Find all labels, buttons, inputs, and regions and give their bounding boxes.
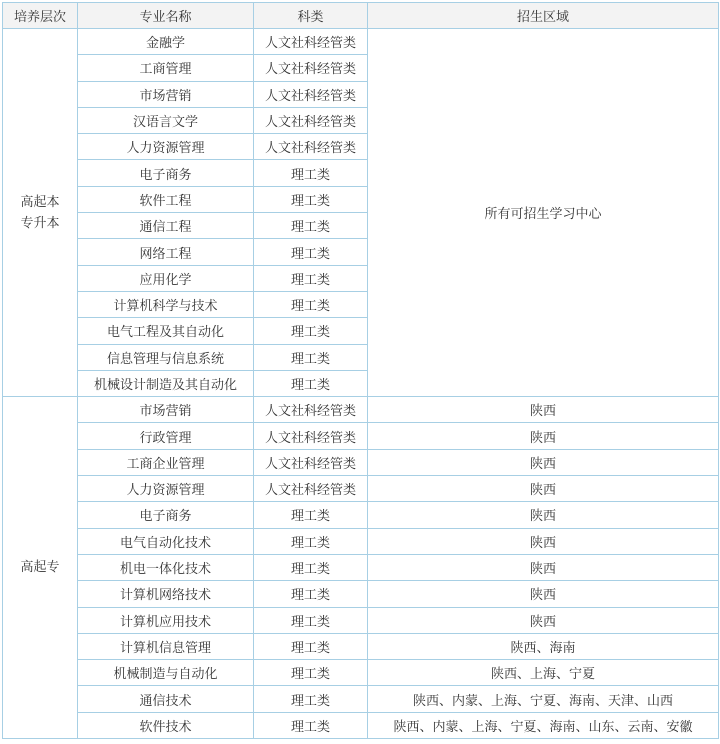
level-label: 专升本 [20, 215, 60, 231]
major-cell: 人力资源管理 [78, 476, 254, 502]
major-cell: 计算机应用技术 [78, 607, 254, 633]
category-cell: 理工类 [254, 186, 368, 212]
table-row [3, 660, 719, 686]
table-body [3, 29, 719, 739]
category-cell: 理工类 [254, 239, 368, 265]
table-row [3, 397, 719, 423]
table-row [3, 423, 719, 449]
major-cell: 工商企业管理 [78, 449, 254, 475]
major-cell: 电子商务 [78, 502, 254, 528]
region-cell: 陕西 [368, 554, 719, 580]
major-cell: 行政管理 [78, 423, 254, 449]
category-cell: 人文社科经管类 [254, 29, 368, 55]
major-cell: 机械设计制造及其自动化 [78, 370, 254, 396]
region-cell: 陕西 [368, 528, 719, 554]
level-label: 高起本 [20, 194, 60, 210]
table-row [3, 712, 719, 738]
major-cell: 电气自动化技术 [78, 528, 254, 554]
header-major: 专业名称 [78, 3, 254, 29]
region-cell: 陕西 [368, 502, 719, 528]
table-row [3, 581, 719, 607]
level-cell [3, 29, 78, 397]
category-cell: 理工类 [254, 265, 368, 291]
enrollment-table [2, 2, 719, 739]
table-row [3, 449, 719, 475]
header-level: 培养层次 [3, 3, 78, 29]
region-cell: 陕西 [368, 581, 719, 607]
region-cell: 陕西 [368, 423, 719, 449]
major-cell: 网络工程 [78, 239, 254, 265]
category-cell: 人文社科经管类 [254, 397, 368, 423]
major-cell: 软件技术 [78, 712, 254, 738]
region-cell: 陕西、上海、宁夏 [368, 660, 719, 686]
category-cell: 理工类 [254, 633, 368, 659]
category-cell: 理工类 [254, 502, 368, 528]
major-cell: 通信技术 [78, 686, 254, 712]
header-row [3, 3, 719, 29]
table-row [3, 633, 719, 659]
major-cell: 计算机信息管理 [78, 633, 254, 659]
category-cell: 理工类 [254, 318, 368, 344]
table-row [3, 554, 719, 580]
major-cell: 市场营销 [78, 397, 254, 423]
category-cell: 理工类 [254, 160, 368, 186]
major-cell: 机械制造与自动化 [78, 660, 254, 686]
major-cell: 计算机网络技术 [78, 581, 254, 607]
region-cell: 陕西 [368, 449, 719, 475]
category-cell: 理工类 [254, 712, 368, 738]
category-cell: 理工类 [254, 370, 368, 396]
major-cell: 信息管理与信息系统 [78, 344, 254, 370]
region-cell: 陕西 [368, 607, 719, 633]
major-cell: 机电一体化技术 [78, 554, 254, 580]
category-cell: 人文社科经管类 [254, 449, 368, 475]
table-row [3, 476, 719, 502]
major-cell: 电子商务 [78, 160, 254, 186]
major-cell: 市场营销 [78, 81, 254, 107]
category-cell: 人文社科经管类 [254, 134, 368, 160]
category-cell: 理工类 [254, 213, 368, 239]
category-cell: 理工类 [254, 660, 368, 686]
header-region: 招生区域 [368, 3, 719, 29]
table-row [3, 686, 719, 712]
region-cell: 陕西、内蒙、上海、宁夏、海南、天津、山西 [368, 686, 719, 712]
table-row [3, 607, 719, 633]
major-cell: 计算机科学与技术 [78, 291, 254, 317]
category-cell: 理工类 [254, 686, 368, 712]
region-cell: 陕西、内蒙、上海、宁夏、海南、山东、云南、安徽 [368, 712, 719, 738]
region-cell: 陕西 [368, 476, 719, 502]
category-cell: 理工类 [254, 607, 368, 633]
major-cell: 软件工程 [78, 186, 254, 212]
major-cell: 金融学 [78, 29, 254, 55]
category-cell: 人文社科经管类 [254, 107, 368, 133]
category-cell: 理工类 [254, 554, 368, 580]
category-cell: 人文社科经管类 [254, 423, 368, 449]
level-cell [3, 397, 78, 739]
region-cell: 所有可招生学习中心 [368, 29, 719, 397]
category-cell: 理工类 [254, 291, 368, 317]
category-cell: 理工类 [254, 528, 368, 554]
table-row [3, 29, 719, 55]
header-category: 科类 [254, 3, 368, 29]
table-row [3, 528, 719, 554]
major-cell: 工商管理 [78, 55, 254, 81]
category-cell: 人文社科经管类 [254, 55, 368, 81]
category-cell: 人文社科经管类 [254, 81, 368, 107]
major-cell: 电气工程及其自动化 [78, 318, 254, 344]
category-cell: 理工类 [254, 344, 368, 370]
major-cell: 通信工程 [78, 213, 254, 239]
major-cell: 应用化学 [78, 265, 254, 291]
major-cell: 汉语言文学 [78, 107, 254, 133]
region-cell: 陕西 [368, 397, 719, 423]
major-cell: 人力资源管理 [78, 134, 254, 160]
category-cell: 理工类 [254, 581, 368, 607]
region-cell: 陕西、海南 [368, 633, 719, 659]
table-row [3, 502, 719, 528]
category-cell: 人文社科经管类 [254, 476, 368, 502]
level-label: 高起专 [20, 560, 60, 576]
